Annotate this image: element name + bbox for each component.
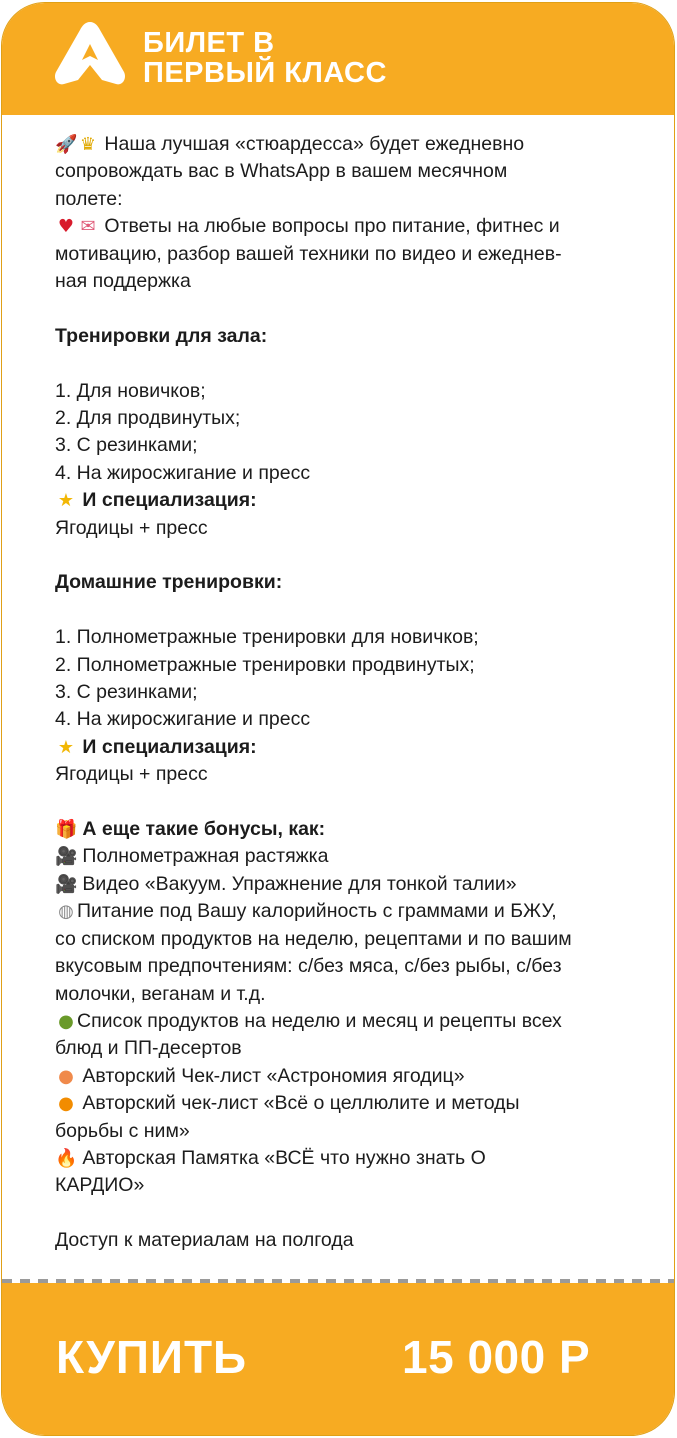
- gym-item: 1. Для новичков;: [55, 379, 206, 402]
- card-title: [143, 28, 543, 88]
- buy-button[interactable]: КУПИТЬ: [56, 1331, 248, 1383]
- fire-icon: 🔥: [55, 1147, 78, 1169]
- home-item: 1. Полнометражные тренировки для новичков;: [55, 626, 479, 649]
- intro-line: [55, 213, 645, 240]
- bonus-text: Авторская Памятка «ВСЁ что нужно знать О: [82, 1146, 486, 1169]
- video-camera-icon: 🎥: [55, 873, 78, 895]
- bonus-text: со списком продуктов на неделю, рецептами и по вашим: [55, 927, 572, 950]
- bonus-text: блюд и ПП-десертов: [55, 1037, 242, 1060]
- gym-item: 4. На жиросжигание и пресс: [55, 461, 311, 484]
- intro-line: ная поддержка: [55, 270, 191, 293]
- home-spec-value: Ягодицы + пресс: [55, 763, 208, 786]
- bonus-text: Авторский чек-лист «Всё о целлюлите и методы: [82, 1092, 520, 1115]
- bonus-text: Полнометражная растяжка: [82, 845, 329, 868]
- home-item: 3. С резинками;: [55, 681, 198, 704]
- bonus-item: [55, 1008, 645, 1035]
- tariff-card: [1, 2, 675, 1436]
- price-label: 15 000 Р: [402, 1331, 591, 1383]
- bonus-item: [55, 1090, 645, 1117]
- intro-text: Наша лучшая «стюардесса» будет ежедневно: [104, 133, 525, 155]
- bonus-text: Видео «Вакуум. Упражнение для тонкой талии»: [82, 872, 517, 895]
- gym-heading: Тренировки для зала:: [55, 324, 268, 347]
- plate-icon: ◍: [58, 901, 74, 923]
- bonus-item: [55, 843, 645, 870]
- crown-icon: ♛: [79, 134, 97, 155]
- star-icon: ★: [57, 490, 75, 512]
- bonuses-heading-text: А еще такие бонусы, как:: [82, 818, 326, 841]
- bonus-item: [55, 871, 645, 898]
- intro-text: Ответы на любые вопросы про питание, фитнес и: [104, 215, 560, 238]
- star-icon: ★: [57, 736, 75, 758]
- card-title-line1: БИЛЕТ В: [143, 27, 275, 59]
- gym-item: 2. Для продвинутых;: [55, 407, 241, 430]
- gym-item: 3. С резинками;: [55, 434, 198, 457]
- access-note: Доступ к материалам на полгода: [55, 1229, 354, 1252]
- intro-line: [55, 131, 645, 158]
- bonus-text: Список продуктов на неделю и месяц и рецепты всех: [77, 1009, 562, 1032]
- spec-label-text: И специализация:: [82, 735, 257, 758]
- bonus-item: [55, 1063, 645, 1090]
- bonuses-heading: [55, 816, 645, 843]
- intro-line: мотивацию, разбор вашей техники по видео и ежеднев-: [55, 242, 562, 265]
- bonus-text: борьбы с ним»: [55, 1119, 190, 1142]
- orange-icon: ●: [58, 1093, 74, 1115]
- bonus-text: Авторский Чек-лист «Астрономия ягодиц»: [82, 1064, 465, 1087]
- airplane-logo-icon: [52, 20, 128, 88]
- intro-line: сопровождать вас в WhatsApp в вашем месячном: [55, 160, 508, 183]
- avocado-icon: ●: [58, 1010, 74, 1032]
- home-item: 2. Полнометражные тренировки продвинутых;: [55, 653, 475, 676]
- card-header: [2, 3, 674, 115]
- home-item: 4. На жиросжигание и пресс: [55, 708, 311, 731]
- peach-icon: ●: [58, 1065, 74, 1087]
- gift-icon: 🎁: [55, 819, 78, 841]
- bonus-text: молочки, веганам и т.д.: [55, 982, 266, 1005]
- home-spec-label: [55, 734, 645, 761]
- card-content: [55, 131, 645, 1255]
- video-camera-icon: 🎥: [55, 846, 78, 868]
- card-title-line2: ПЕРВЫЙ КЛАСС: [143, 57, 387, 89]
- bonus-item: [55, 898, 645, 925]
- rocket-icon: 🚀: [55, 134, 78, 155]
- intro-line: полете:: [55, 187, 123, 210]
- home-heading: Домашние тренировки:: [55, 571, 283, 594]
- bonus-item: [55, 1145, 645, 1172]
- bonus-text: КАРДИО»: [55, 1174, 145, 1197]
- love-letter-icon: ✉: [80, 216, 96, 238]
- gym-spec-label: [55, 487, 645, 514]
- spec-label-text: И специализация:: [82, 489, 257, 512]
- bonus-text: вкусовым предпочтениям: с/без мяса, с/без рыбы, с/без: [55, 955, 562, 978]
- gym-spec-value: Ягодицы + пресс: [55, 516, 208, 539]
- bonus-text: Питание под Вашу калорийность с граммами и БЖУ,: [77, 900, 557, 923]
- heart-icon: ♥: [57, 216, 75, 238]
- card-footer[interactable]: [2, 1283, 674, 1436]
